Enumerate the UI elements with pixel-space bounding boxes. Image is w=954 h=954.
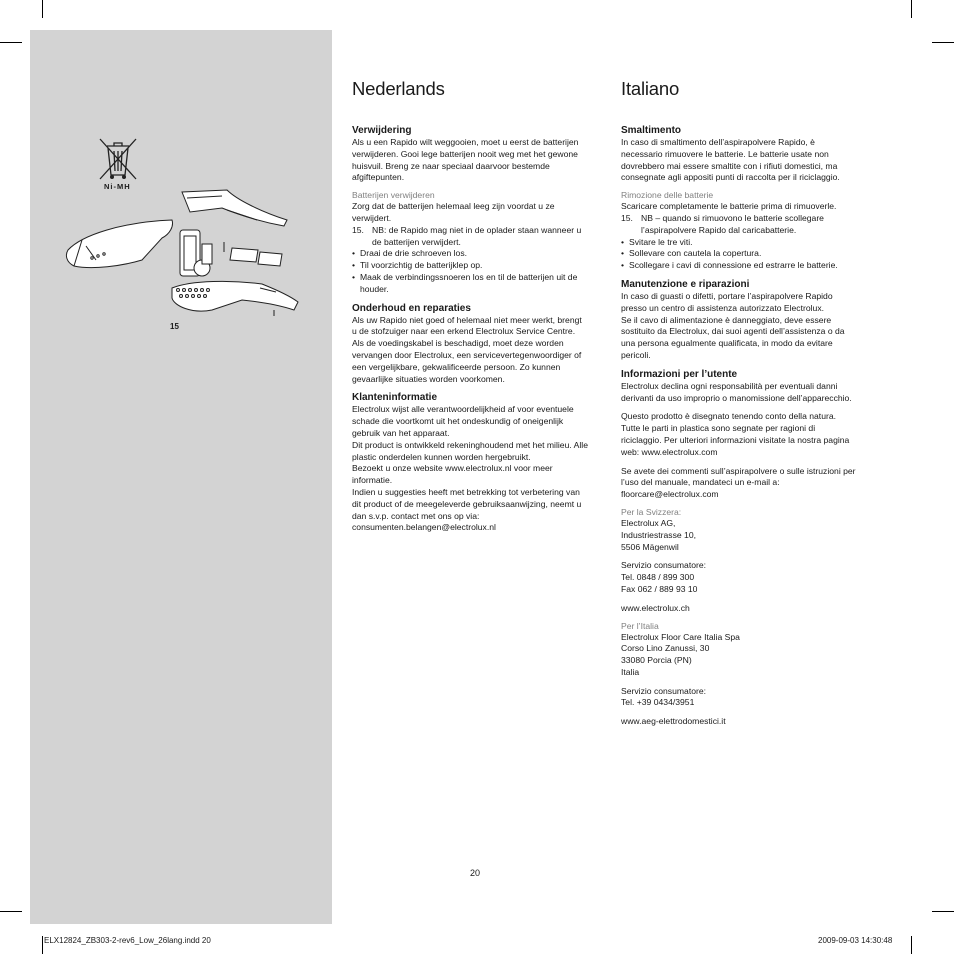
paragraph: Dit product is ontwikkeld rekeninghoudend met het milieu. Alle plastic onderdelen kunnen worden hergebruikt. — [352, 439, 588, 462]
crop-mark — [932, 42, 954, 43]
paragraph: Electrolux wijst alle verantwoordelijkheid af voor eventuele schade die voortkomt uit het ondeskundig of oneigenlijk gebruik van het apparaat. — [352, 404, 574, 438]
page-number: 20 — [470, 868, 481, 878]
crop-mark — [42, 0, 43, 18]
item-text: NB – quando si rimuovono le batterie scollegare l’aspirapolvere Rapido dal caricabatterie. — [641, 212, 824, 235]
section-title: Italiano — [621, 78, 680, 99]
list-item: • Sollevare con cautela la copertura. — [621, 248, 857, 260]
paragraph: Als de voedingskabel is beschadigd, moet deze worden vervangen door Electrolux, een servicevertegenwoordiger of een vergelijkbare, gekwalificeerde persoon. Zo kunnen gevaarlijke situaties worden voorkomen. — [352, 338, 582, 384]
crossed-bin-icon — [96, 137, 140, 183]
address-line: Electrolux AG, — [621, 517, 676, 528]
service-line: Servizio consumatore: — [621, 560, 707, 571]
paragraph: Scaricare completamente le batterie prima di rimuoverle. — [621, 201, 837, 212]
gray-panel — [30, 30, 332, 924]
paragraph: Zorg dat de batterijen helemaal leeg zijn voordat u ze verwijdert. — [352, 201, 555, 223]
heading-smaltimento: Smaltimento — [621, 125, 682, 136]
column-nederlands — [352, 78, 588, 534]
item-text: NB: de Rapido mag niet in de oplader staan wanneer u de batterijen verwijdert. — [372, 224, 582, 247]
instruction-list — [352, 225, 588, 296]
crop-mark — [932, 911, 954, 912]
address-line: 33080 Porcia (PN) — [621, 655, 692, 666]
list-item: • Scollegare i cavi di connessione ed estrarre le batterie. — [621, 260, 857, 272]
list-item: • Maak de verbindingssnoeren los en til de batterijen uit de houder. — [352, 272, 588, 296]
column-italiano — [621, 78, 857, 728]
paragraph: Bezoekt u onze website www.electrolux.nl voor meer informatie. — [352, 463, 553, 486]
list-item: • Til voorzichtig de batterijklep op. — [352, 260, 588, 272]
item-number: 15. — [352, 224, 364, 235]
crop-mark — [42, 936, 43, 954]
numbered-item — [352, 225, 588, 249]
paragraph: Electrolux declina ogni responsabilità per eventuali danni derivanti da uso improprio o manomissione dell’apparecchio. — [621, 380, 852, 403]
address-line: Industriestrasse 10, — [621, 529, 696, 540]
address-line: Corso Lino Zanussi, 30 — [621, 643, 710, 654]
instruction-list — [621, 213, 857, 272]
service-line: Servizio consumatore: — [621, 685, 707, 696]
paragraph: Se il cavo di alimentazione è danneggiato, deve essere sostituito da Electrolux, dai suoi agenti dell’assistenza o da una persona egualmente qualificata, in modo da evitare pericoli. — [621, 314, 845, 360]
heading-onderhoud: Onderhoud en reparaties — [352, 302, 471, 314]
address-line: Italia — [621, 666, 640, 677]
address-line: Electrolux Floor Care Italia Spa — [621, 631, 740, 642]
nimh-label: Ni-MH — [104, 182, 131, 191]
crop-mark — [0, 911, 22, 912]
subheading-batterijen: Batterijen verwijderen — [352, 190, 435, 201]
subheading-italia: Per l’Italia — [621, 620, 659, 631]
paragraph: Indien u suggesties heeft met betrekking tot verbetering van dit product of de meegeleverde gebruiksaanwijzing, neemt u dan s.v.p. contact met ons op via: consumenten.belangen@electrolux.nl — [352, 486, 582, 533]
heading-verwijdering: Verwijdering — [352, 125, 412, 136]
paragraph: Als uw Rapido niet goed of helemaal niet meer werkt, brengt u de stofzuiger naar een erkend Electrolux Service Centre. — [352, 314, 582, 337]
heading-klanteninformatie: Klanteninformatie — [352, 392, 438, 404]
subheading-svizzera: Per la Svizzera: — [621, 506, 682, 517]
crop-mark — [911, 936, 912, 954]
paragraph: Questo prodotto è disegnato tenendo conto della natura. Tutte le parti in plastica sono segnate per ragioni di riciclaggio. Per ulteriori informazioni visitate la nostra pagina web: www.electrolux.com — [621, 411, 850, 457]
paragraph: In caso di guasti o difetti, portare l’aspirapolvere Rapido presso un centro di assistenza autorizzato Electrolux. — [621, 290, 833, 313]
figure-label: 15 — [170, 322, 179, 331]
service-line: Tel. 0848 / 899 300 — [621, 572, 695, 583]
footer-timestamp: 2009-09-03 14:30:48 — [818, 936, 893, 945]
battery-removal-illustration — [62, 180, 302, 320]
item-number: 15. — [621, 212, 633, 223]
crop-mark — [0, 42, 22, 43]
section-title: Nederlands — [352, 78, 445, 99]
paragraph: Als u een Rapido wilt weggooien, moet u eerst de batterijen verwijderen. Gooi lege batterijen nooit weg met het gewone huisvuil. Breng ze naar speciaal daarvoor bestemde afgiftepunten. — [352, 137, 579, 183]
list-item: • Svitare le tre viti. — [621, 237, 857, 249]
service-line: Tel. +39 0434/3951 — [621, 697, 695, 708]
numbered-item — [621, 213, 857, 237]
website-link[interactable]: www.aeg-elettrodomestici.it — [621, 716, 726, 727]
subheading-rimozione: Rimozione delle batterie — [621, 190, 714, 201]
footer-filename: ELX12824_ZB303-2-rev6_Low_26lang.indd 20 — [44, 936, 211, 945]
list-item: • Draai de drie schroeven los. — [352, 248, 588, 260]
paragraph: Se avete dei commenti sull’aspirapolvere o sulle istruzioni per l’uso del manuale, mandateci un e-mail a: floorcare@electrolux.com — [621, 465, 856, 500]
website-link[interactable]: www.electrolux.ch — [621, 602, 690, 613]
service-line: Fax 062 / 889 93 10 — [621, 583, 698, 594]
crop-mark — [911, 0, 912, 18]
heading-manutenzione: Manutenzione e riparazioni — [621, 278, 750, 290]
paragraph: In caso di smaltimento dell’aspirapolvere Rapido, è necessario rimuovere le batterie. Le batterie usate non dovrebbero mai essere smaltite con i rifiuti domestici, ma consegnate agli appositi punti di raccolta per il riciclaggio. — [621, 137, 840, 183]
heading-informazioni: Informazioni per l’utente — [621, 368, 738, 380]
address-line: 5506 Mägenwil — [621, 541, 679, 552]
